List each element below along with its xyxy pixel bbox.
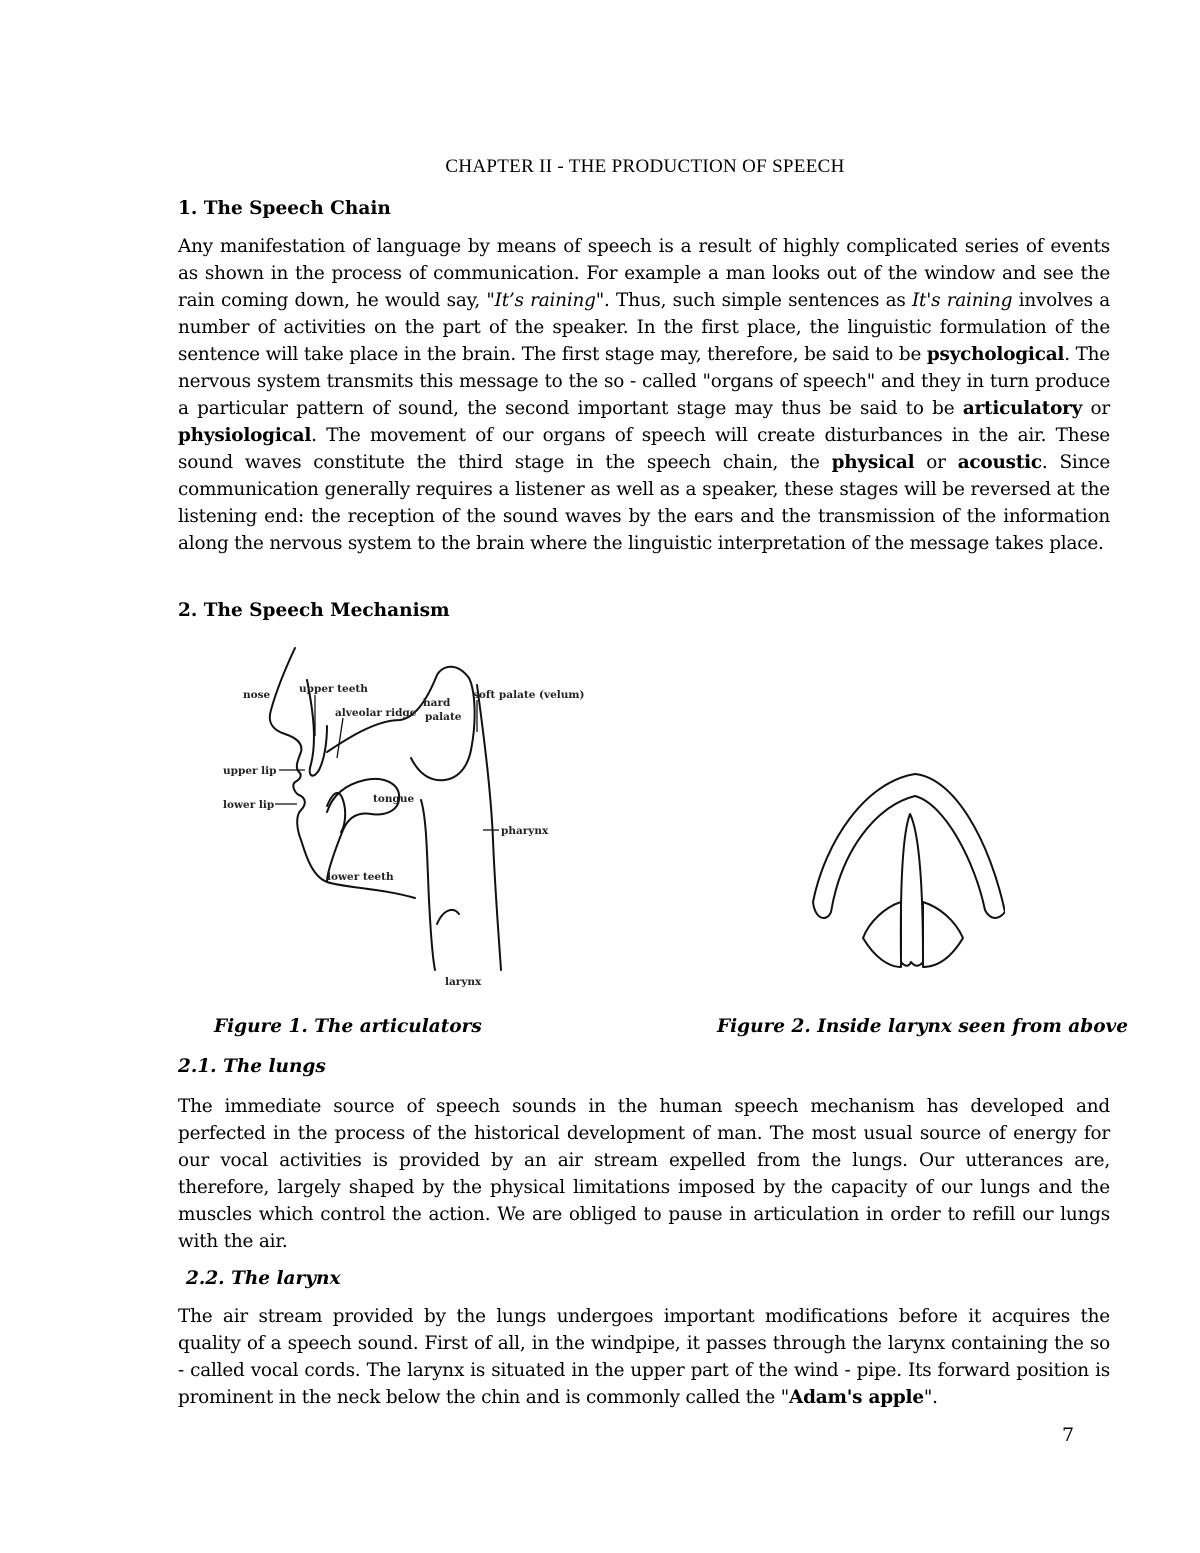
text-run: ". Thus, such simple sentences as [595,290,912,311]
text-run: The air stream provided by the lungs undergoes important modifications before it acquires the quality of a speech sound. First of all, in the windpipe, it passes through the larynx containing the so - called vocal cords. The larynx is situated in the upper part of the wind - pipe. Its forward position is prominent in the neck below the chin and is commonly called the " [178,1306,1110,1408]
label-tongue: tongue [373,793,415,805]
text-run: or [914,452,958,473]
term-adams-apple: Adam's apple [789,1387,924,1408]
paragraph-speech-chain [178,233,1110,557]
term-psychological: psychological [926,344,1065,365]
pharynx-back-wall [477,685,501,970]
text-run: . The movement of our organs of speech will create disturbances in the air. These sound waves constitute the third stage in the speech chain, the [178,425,1110,473]
text-run: . The nervous system transmits this message to the so - called "organs of speech" and they in turn produce a particular pattern of sound, the second important stage may thus be said to be [178,344,1110,419]
page-number: 7 [1062,1424,1075,1446]
paragraph-larynx [178,1303,1110,1411]
section-heading-speech-chain: 1. The Speech Chain [178,198,391,219]
label-hard-palate: palate [425,711,462,723]
text-run: . Since communication generally requires a listener as well as a speaker, these stages will be reversed at the listening end: the reception of the sound waves by the ears and the transmission of the information along the nervous system to the brain where the linguistic interpretation of the message takes place. [178,452,1111,554]
term-articulatory: articulatory [962,398,1083,419]
example-quote: It’s raining [494,290,596,311]
section-heading-speech-mechanism: 2. The Speech Mechanism [178,600,450,621]
articulators-diagram [215,640,595,995]
section-heading-larynx: 2.2. The larynx [186,1268,341,1289]
label-alveolar-ridge: alveolar ridge [335,707,417,719]
term-physiological: physiological [178,425,312,446]
chapter-title: CHAPTER II - THE PRODUCTION OF SPEECH [445,156,845,177]
text-run: ". [923,1387,938,1408]
text-run: or [1082,398,1110,419]
label-upper-teeth: upper teeth [299,683,368,695]
label-upper-lip: upper lip [223,765,277,777]
label-hard-palate: hard [423,697,451,709]
text-run: involves a number of activities on the part of the speaker. In the first place, the linguistic formulation of the sentence will take place in the brain. The first stage may, therefore, be said to be [178,290,1110,365]
term-acoustic: acoustic [957,452,1042,473]
label-lower-lip: lower lip [223,799,275,811]
text-run: Any manifestation of language by means of speech is a result of highly complicated series of events as shown in the process of communication. For example a man looks out of the window and see the rain coming down, he would say, " [178,236,1110,311]
figure1-caption: Figure 1. The articulators [214,1016,482,1037]
thyroid-cartilage-outline [813,774,1005,918]
left-arytenoid-outline [863,902,901,967]
leader-alveolar-ridge [337,718,343,758]
epiglottis-outline [437,910,459,924]
figure2-caption: Figure 2. Inside larynx seen from above [717,1016,1129,1037]
right-arytenoid-outline [923,902,963,967]
label-pharynx: pharynx [501,825,549,837]
label-larynx: larynx [445,976,482,988]
pharynx-front-wall [421,800,435,970]
paragraph-lungs: The immediate source of speech sounds in the human speech mechanism has developed and perfected in the process of the historical development of man. The most usual source of energy for our vocal activities is provided by an air stream expelled from the lungs. Our utterances are, therefore, largely shaped by the physical limitations imposed by the capacity of our lungs and the muscles which control the action. We are obliged to pause in articulation in order to refill our lungs with the air. [178,1096,1110,1252]
section-heading-lungs: 2.1. The lungs [178,1056,326,1077]
label-nose: nose [243,689,271,701]
label-soft-palate: soft palate (velum) [473,689,585,701]
example-quote: It's raining [911,290,1013,311]
term-physical: physical [831,452,915,473]
larynx-top-view-diagram [805,762,1005,982]
label-lower-teeth: lower teeth [327,871,394,883]
vocal-folds-outline [901,814,923,966]
lower-teeth-outline [327,793,345,832]
